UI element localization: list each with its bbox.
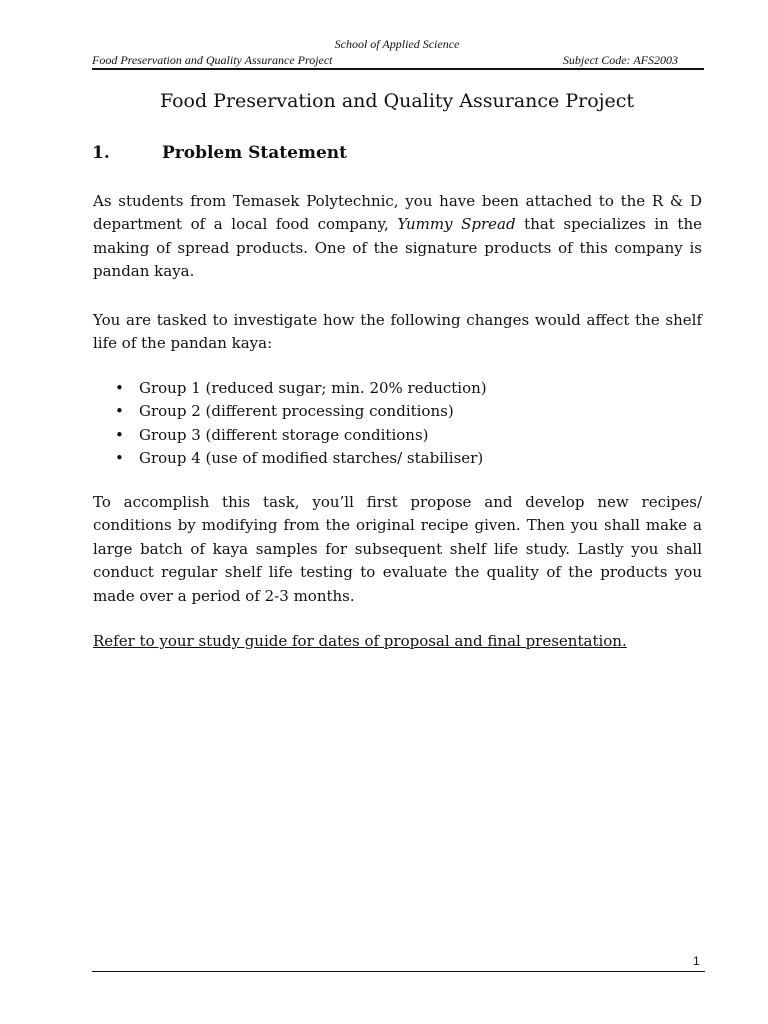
list-item-text: Group 4 (use of modified starches/ stabiliser) bbox=[139, 449, 484, 468]
header-subject-code: Subject Code: AFS2003 bbox=[562, 53, 678, 67]
company-name: Yummy Spread bbox=[397, 215, 516, 234]
header-divider bbox=[92, 68, 704, 70]
list-item bbox=[93, 424, 702, 447]
section-heading bbox=[92, 143, 347, 163]
header-project-title: Food Preservation and Quality Assurance Project bbox=[92, 53, 333, 67]
bullet-icon: • bbox=[115, 402, 124, 421]
bullet-icon: • bbox=[115, 379, 124, 397]
paragraph-task bbox=[93, 309, 702, 356]
paragraph-reference-text: Refer to your study guide for dates of proposal and final presentation. bbox=[93, 632, 627, 650]
paragraph-method-text: To accomplish this task, you’ll first propose and develop new recipes/ conditions by modifying from the original recipe given. Then you shall make a large batch of kaya samples for subsequent shelf life study. Lastly you shall conduct regular shelf life testing to evaluate the quality of the products you made over a period of 2-3 months. bbox=[93, 493, 702, 605]
paragraph-task-text: You are tasked to investigate how the following changes would affect the shelf life of the pandan kaya: bbox=[93, 311, 702, 353]
bullet-icon: • bbox=[115, 425, 124, 444]
list-item-text: Group 1 (reduced sugar; min. 20% reduction) bbox=[139, 379, 487, 397]
group-list bbox=[93, 377, 702, 471]
paragraph-intro-before: As students from Temasek Polytechnic, you have been attached to the R & D department of a local food company, bbox=[93, 192, 702, 234]
page-number: 1 bbox=[693, 954, 700, 968]
section-number: 1. bbox=[92, 143, 110, 163]
header-school-name: School of Applied Science bbox=[334, 37, 460, 51]
section-title: Problem Statement bbox=[162, 143, 347, 163]
paragraph-reference bbox=[93, 630, 702, 653]
list-item-text: Group 2 (different processing conditions) bbox=[139, 402, 454, 421]
page-title: Food Preservation and Quality Assurance Project bbox=[159, 90, 635, 112]
list-item bbox=[93, 447, 702, 470]
bullet-icon: • bbox=[115, 449, 124, 468]
paragraph-intro bbox=[93, 190, 702, 284]
list-item bbox=[93, 400, 702, 423]
list-item bbox=[93, 377, 702, 400]
paragraph-intro-after: that specializes in the making of spread products. One of the signature products of this company is pandan kaya. bbox=[93, 215, 702, 281]
list-item-text: Group 3 (different storage conditions) bbox=[139, 425, 429, 444]
paragraph-method bbox=[93, 491, 702, 608]
footer-divider bbox=[92, 971, 705, 972]
